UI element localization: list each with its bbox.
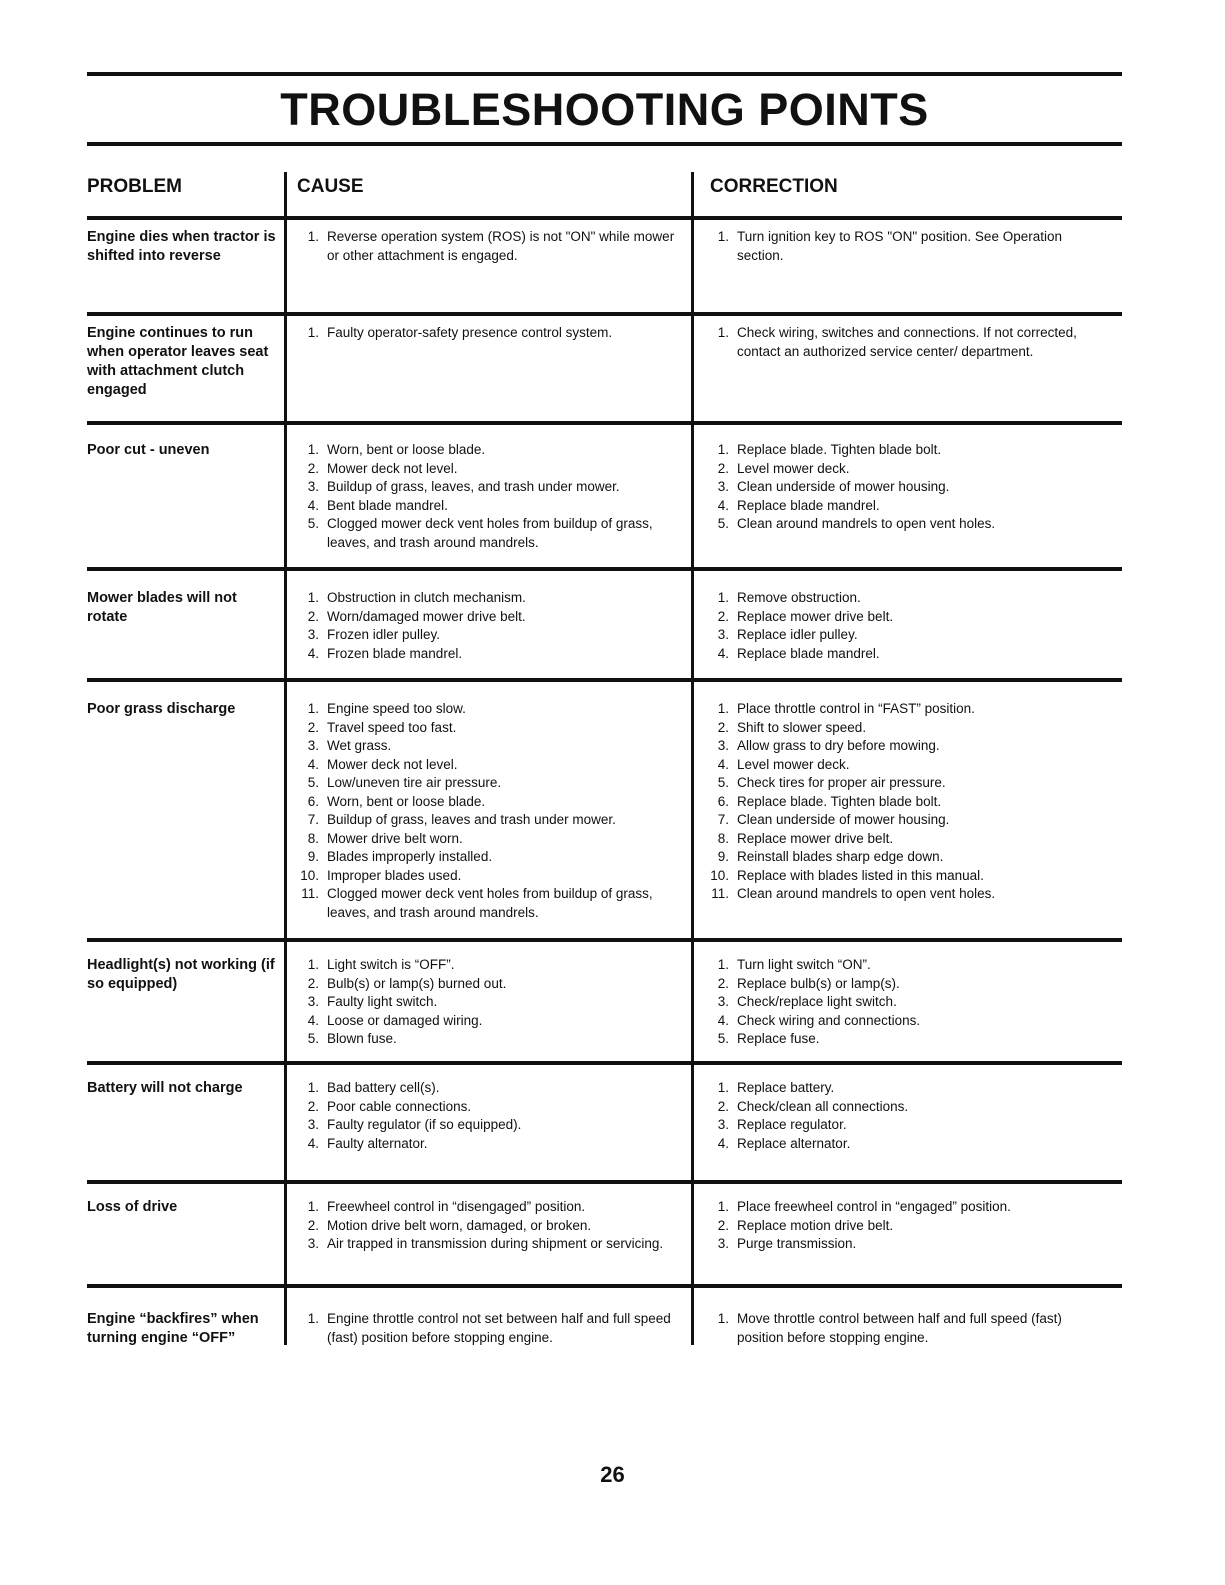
list-item	[707, 848, 1107, 867]
item-text: Remove obstruction.	[737, 590, 861, 605]
cause-cell	[297, 324, 682, 343]
list-item	[707, 1198, 1107, 1217]
problem-cell: Battery will not charge	[87, 1080, 243, 1096]
cause-cell	[297, 1310, 682, 1347]
table-row	[87, 938, 1122, 1061]
list-item	[707, 737, 1107, 756]
item-number: 5.	[717, 775, 729, 790]
list-item	[707, 975, 1107, 994]
item-number: 3.	[717, 1117, 729, 1132]
item-number: 3.	[307, 479, 319, 494]
item-text: Check/replace light switch.	[737, 994, 897, 1009]
item-number: 1.	[307, 1311, 319, 1326]
table-row	[87, 1284, 1122, 1354]
item-text: Shift to slower speed.	[737, 719, 867, 735]
item-text: Bad battery cell(s).	[327, 1080, 440, 1095]
item-text: Wet grass.	[327, 738, 392, 753]
list-item	[707, 608, 1107, 627]
cause-cell	[297, 228, 682, 265]
item-number: 4.	[717, 756, 729, 772]
item-text: Freewheel control in “disengaged” position.	[327, 1199, 586, 1214]
item-text: Improper blades used.	[327, 867, 462, 883]
item-number: 2.	[717, 719, 729, 735]
list-item	[297, 993, 682, 1012]
list-item	[707, 719, 1107, 738]
cause-header: CAUSE	[297, 176, 364, 197]
list-item	[297, 1217, 682, 1236]
list-item	[297, 867, 682, 886]
cause-cell	[297, 589, 682, 663]
item-text: Replace bulb(s) or lamp(s).	[737, 975, 900, 991]
list-item	[297, 885, 682, 922]
item-text: Clogged mower deck vent holes from buildup of grass, leaves, and trash around mandrels.	[327, 886, 653, 920]
item-text: Blown fuse.	[327, 1031, 397, 1046]
item-number: 1.	[717, 1199, 729, 1214]
list-item	[707, 885, 1107, 904]
item-text: Blades improperly installed.	[327, 849, 493, 864]
item-text: Replace mower drive belt.	[737, 830, 894, 846]
item-text: Clean underside of mower housing.	[737, 479, 950, 494]
list-item	[707, 441, 1107, 460]
item-text: Air trapped in transmission during shipment or servicing.	[327, 1236, 664, 1251]
item-text: Replace blade. Tighten blade bolt.	[737, 793, 942, 809]
item-text: Reverse operation system (ROS) is not "ON" while mower or other attachment is engaged.	[327, 229, 675, 263]
cause-cell	[297, 956, 682, 1049]
list-item	[297, 811, 682, 830]
item-number: 11.	[711, 886, 729, 901]
item-number: 4.	[307, 756, 319, 772]
item-number: 1.	[307, 590, 319, 605]
list-item	[707, 460, 1107, 479]
item-number: 1.	[717, 957, 729, 972]
list-item	[707, 1030, 1107, 1049]
item-text: Place freewheel control in “engaged” position.	[737, 1199, 1011, 1214]
item-number: 1.	[307, 1199, 319, 1214]
item-number: 2.	[717, 460, 729, 476]
list-item	[297, 774, 682, 793]
item-text: Replace blade mandrel.	[737, 645, 880, 661]
item-number: 4.	[307, 1135, 319, 1151]
problem-cell: Poor grass discharge	[87, 701, 236, 717]
item-number: 1.	[307, 442, 319, 457]
list-item	[297, 228, 682, 265]
list-item	[297, 515, 682, 552]
title-rule-bottom	[87, 142, 1122, 146]
problem-cell: Mower blades will not rotate	[87, 590, 237, 625]
item-text: Replace idler pulley.	[737, 627, 858, 642]
problem-cell: Engine “backfires” when turning engine “OFF”	[87, 1311, 259, 1346]
item-number: 1.	[717, 325, 729, 340]
list-item	[297, 645, 682, 664]
correction-header: CORRECTION	[710, 176, 838, 197]
item-number: 3.	[717, 994, 729, 1009]
item-number: 1.	[717, 590, 729, 605]
table-row	[87, 312, 1122, 421]
item-number: 5.	[717, 516, 729, 531]
list-item	[297, 700, 682, 719]
item-number: 4.	[307, 497, 319, 513]
list-item	[707, 774, 1107, 793]
cause-cell	[297, 441, 682, 552]
table-row	[87, 567, 1122, 678]
item-text: Engine speed too slow.	[327, 701, 466, 716]
item-number: 4.	[307, 1012, 319, 1028]
item-text: Replace blade. Tighten blade bolt.	[737, 442, 942, 457]
page-title: TROUBLESHOOTING POINTS	[280, 84, 929, 135]
list-item	[297, 589, 682, 608]
item-number: 10.	[710, 867, 729, 883]
item-text: Check tires for proper air pressure.	[737, 775, 946, 790]
item-text: Check/clean all connections.	[737, 1098, 909, 1114]
table-row	[87, 216, 1122, 312]
item-number: 11.	[301, 886, 319, 901]
list-item	[297, 830, 682, 849]
item-text: Replace with blades listed in this manual.	[737, 867, 984, 883]
list-item	[297, 848, 682, 867]
item-number: 8.	[717, 830, 729, 846]
item-text: Frozen blade mandrel.	[327, 645, 463, 661]
item-number: 10.	[300, 867, 319, 883]
item-number: 2.	[717, 1217, 729, 1233]
item-number: 3.	[307, 994, 319, 1009]
item-number: 2.	[307, 1217, 319, 1233]
item-text: Clean around mandrels to open vent holes.	[737, 516, 996, 531]
item-text: Engine throttle control not set between half and full speed (fast) position before stopping engine.	[327, 1311, 671, 1345]
list-item	[707, 811, 1107, 830]
correction-cell	[707, 956, 1107, 1049]
problem-cell: Poor cut - uneven	[87, 442, 210, 458]
item-number: 2.	[717, 1098, 729, 1114]
item-number: 5.	[307, 516, 319, 531]
item-text: Worn, bent or loose blade.	[327, 442, 486, 457]
list-item	[707, 700, 1107, 719]
item-number: 1.	[307, 325, 319, 340]
cause-cell	[297, 1198, 682, 1254]
item-text: Turn light switch “ON”.	[737, 957, 871, 972]
list-item	[297, 1012, 682, 1031]
table-row	[87, 1061, 1122, 1180]
item-number: 2.	[307, 608, 319, 624]
table-row	[87, 421, 1122, 567]
correction-cell	[707, 589, 1107, 663]
item-number: 2.	[717, 975, 729, 991]
item-number: 3.	[307, 1236, 319, 1251]
item-text: Replace battery.	[737, 1080, 835, 1095]
problem-cell: Engine dies when tractor is shifted into reverse	[87, 229, 276, 264]
correction-cell	[707, 324, 1107, 361]
list-item	[707, 1217, 1107, 1236]
item-number: 2.	[307, 975, 319, 991]
item-number: 4.	[717, 1135, 729, 1151]
list-item	[707, 1135, 1107, 1154]
list-item	[297, 1310, 682, 1347]
item-number: 1.	[307, 701, 319, 716]
item-number: 4.	[717, 1012, 729, 1028]
item-number: 3.	[307, 738, 319, 753]
item-text: Motion drive belt worn, damaged, or broken.	[327, 1217, 592, 1233]
item-text: Frozen idler pulley.	[327, 627, 441, 642]
item-text: Bent blade mandrel.	[327, 497, 448, 513]
correction-cell	[707, 1079, 1107, 1153]
list-item	[707, 478, 1107, 497]
problem-cell: Engine continues to run when operator leaves seat with attachment clutch engaged	[87, 325, 269, 398]
item-number: 2.	[307, 1098, 319, 1114]
list-item	[707, 515, 1107, 534]
list-item	[297, 956, 682, 975]
list-item	[297, 793, 682, 812]
item-text: Move throttle control between half and full speed (fast) position before stopping engine.	[737, 1311, 1062, 1345]
list-item	[707, 993, 1107, 1012]
list-item	[707, 830, 1107, 849]
item-number: 4.	[717, 497, 729, 513]
list-item	[707, 626, 1107, 645]
table-row	[87, 678, 1122, 938]
item-number: 5.	[717, 1031, 729, 1046]
item-text: Faulty light switch.	[327, 994, 438, 1009]
item-text: Turn ignition key to ROS "ON" position. See Operation section.	[737, 229, 1062, 263]
list-item	[707, 1098, 1107, 1117]
item-text: Replace fuse.	[737, 1031, 820, 1046]
troubleshooting-table	[87, 216, 1122, 1354]
item-text: Check wiring and connections.	[737, 1012, 921, 1028]
problem-cell: Headlight(s) not working (if so equipped)	[87, 957, 275, 992]
cause-cell	[297, 700, 682, 922]
item-number: 4.	[717, 645, 729, 661]
item-number: 9.	[717, 849, 729, 864]
list-item	[297, 497, 682, 516]
list-item	[707, 1012, 1107, 1031]
correction-cell	[707, 700, 1107, 904]
item-text: Faulty regulator (if so equipped).	[327, 1117, 522, 1132]
list-item	[707, 1116, 1107, 1135]
list-item	[297, 478, 682, 497]
list-item	[707, 1079, 1107, 1098]
table-row	[87, 1180, 1122, 1284]
list-item	[707, 589, 1107, 608]
item-text: Replace mower drive belt.	[737, 608, 894, 624]
list-item	[707, 867, 1107, 886]
list-item	[707, 793, 1107, 812]
item-number: 6.	[307, 793, 319, 809]
list-item	[297, 1030, 682, 1049]
item-number: 3.	[307, 627, 319, 642]
item-number: 1.	[307, 1080, 319, 1095]
item-text: Mower deck not level.	[327, 460, 458, 476]
item-number: 4.	[307, 645, 319, 661]
item-number: 1.	[717, 229, 729, 244]
list-item	[707, 1310, 1107, 1347]
item-text: Level mower deck.	[737, 756, 850, 772]
list-item	[707, 1235, 1107, 1254]
list-item	[297, 441, 682, 460]
item-text: Place throttle control in “FAST” position.	[737, 701, 975, 716]
item-number: 7.	[307, 812, 319, 827]
correction-cell	[707, 441, 1107, 534]
item-number: 5.	[307, 775, 319, 790]
item-number: 1.	[307, 957, 319, 972]
item-number: 6.	[717, 793, 729, 809]
item-number: 1.	[717, 701, 729, 716]
item-number: 3.	[717, 1236, 729, 1251]
item-text: Replace alternator.	[737, 1135, 851, 1151]
list-item	[297, 1098, 682, 1117]
item-text: Low/uneven tire air pressure.	[327, 775, 502, 790]
item-text: Buildup of grass, leaves and trash under mower.	[327, 812, 616, 827]
item-text: Mower drive belt worn.	[327, 830, 463, 846]
cause-cell	[297, 1079, 682, 1153]
item-text: Travel speed too fast.	[327, 719, 457, 735]
list-item	[707, 756, 1107, 775]
item-text: Light switch is “OFF”.	[327, 957, 455, 972]
list-item	[707, 956, 1107, 975]
list-item	[297, 324, 682, 343]
item-text: Poor cable connections.	[327, 1098, 472, 1114]
list-item	[297, 756, 682, 775]
item-text: Faulty alternator.	[327, 1135, 428, 1151]
list-item	[707, 324, 1107, 361]
list-item	[297, 719, 682, 738]
item-text: Allow grass to dry before mowing.	[737, 738, 940, 753]
item-number: 2.	[717, 608, 729, 624]
item-number: 3.	[717, 738, 729, 753]
page-number: 26	[600, 1462, 625, 1487]
item-text: Level mower deck.	[737, 460, 850, 476]
item-number: 3.	[307, 1117, 319, 1132]
list-item	[707, 497, 1107, 516]
item-text: Clean underside of mower housing.	[737, 812, 950, 827]
list-item	[297, 1116, 682, 1135]
item-text: Check wiring, switches and connections. If not corrected, contact an authorized service center/ department.	[737, 325, 1077, 359]
correction-cell	[707, 1198, 1107, 1254]
table-header	[87, 170, 1122, 216]
item-number: 3.	[717, 627, 729, 642]
item-text: Clean around mandrels to open vent holes.	[737, 886, 996, 901]
item-number: 7.	[717, 812, 729, 827]
item-number: 5.	[307, 1031, 319, 1046]
title-rule-top	[87, 72, 1122, 76]
item-number: 1.	[717, 1311, 729, 1326]
item-text: Loose or damaged wiring.	[327, 1012, 483, 1028]
list-item	[297, 1198, 682, 1217]
correction-cell	[707, 1310, 1107, 1347]
item-text: Clogged mower deck vent holes from buildup of grass, leaves, and trash around mandrels.	[327, 516, 653, 550]
list-item	[297, 1079, 682, 1098]
item-text: Replace regulator.	[737, 1117, 847, 1132]
list-item	[707, 228, 1107, 265]
item-number: 1.	[717, 1080, 729, 1095]
item-number: 1.	[717, 442, 729, 457]
item-number: 8.	[307, 830, 319, 846]
item-text: Obstruction in clutch mechanism.	[327, 590, 526, 605]
list-item	[297, 737, 682, 756]
item-number: 1.	[307, 229, 319, 244]
problem-cell: Loss of drive	[87, 1199, 178, 1215]
item-number: 2.	[307, 719, 319, 735]
correction-cell	[707, 228, 1107, 265]
list-item	[297, 1235, 682, 1254]
item-text: Faulty operator-safety presence control system.	[327, 325, 613, 340]
item-text: Replace blade mandrel.	[737, 497, 880, 513]
item-text: Replace motion drive belt.	[737, 1217, 894, 1233]
item-text: Buildup of grass, leaves, and trash under mower.	[327, 479, 620, 494]
list-item	[297, 460, 682, 479]
item-text: Mower deck not level.	[327, 756, 458, 772]
item-text: Bulb(s) or lamp(s) burned out.	[327, 975, 507, 991]
item-number: 3.	[717, 479, 729, 494]
item-text: Worn/damaged mower drive belt.	[327, 608, 526, 624]
item-text: Worn, bent or loose blade.	[327, 793, 486, 809]
list-item	[297, 975, 682, 994]
item-number: 2.	[307, 460, 319, 476]
list-item	[297, 1135, 682, 1154]
item-text: Reinstall blades sharp edge down.	[737, 849, 944, 864]
list-item	[707, 645, 1107, 664]
list-item	[297, 608, 682, 627]
item-number: 9.	[307, 849, 319, 864]
list-item	[297, 626, 682, 645]
problem-header: PROBLEM	[87, 176, 182, 197]
item-text: Purge transmission.	[737, 1236, 857, 1251]
